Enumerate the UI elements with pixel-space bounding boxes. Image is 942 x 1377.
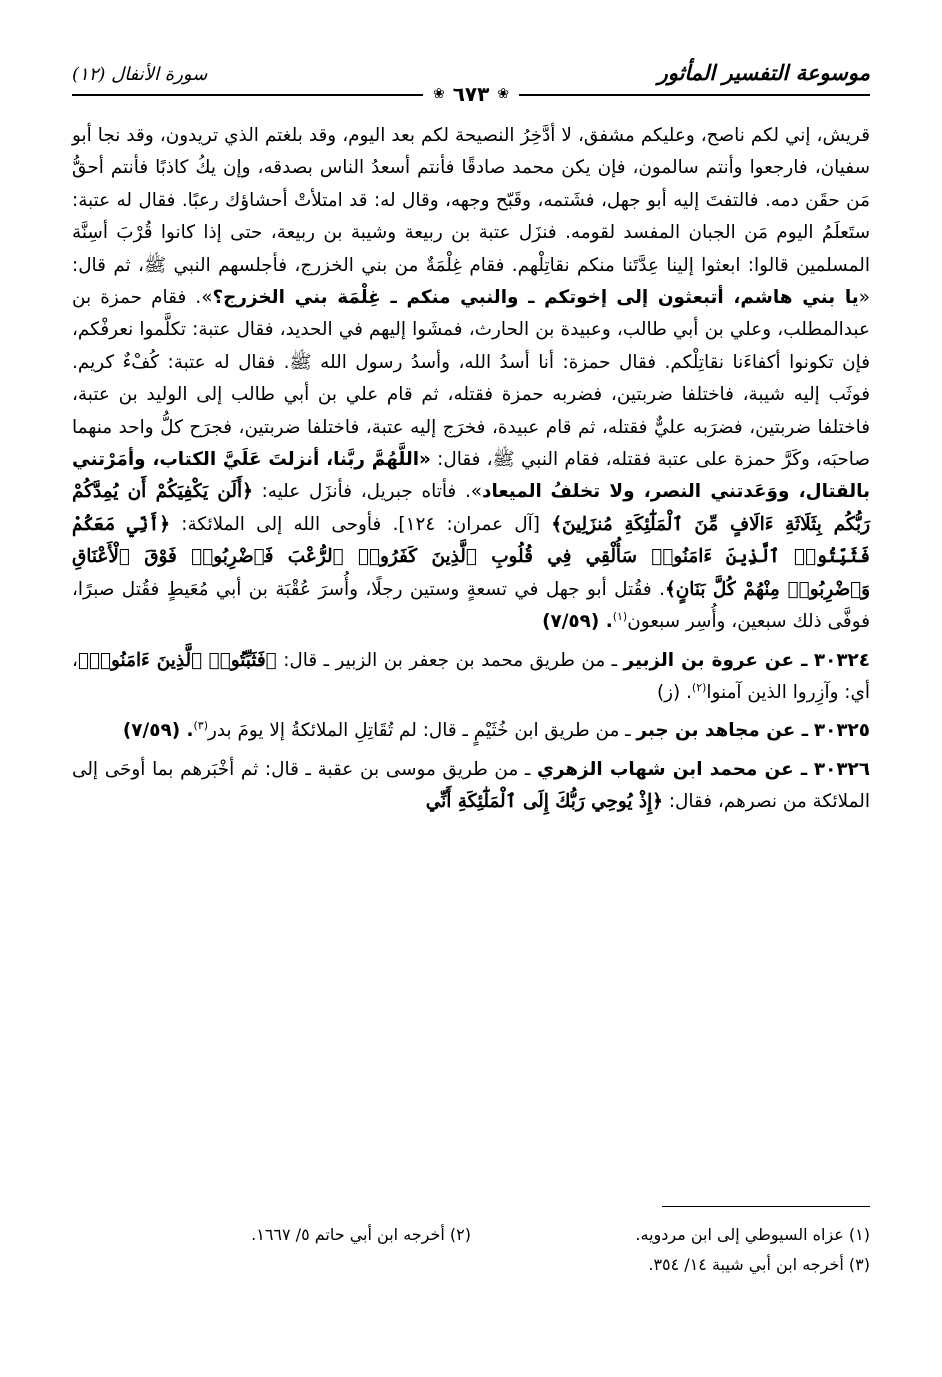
text-line: صبرًا، فوفَّى ذلك سبعين، وأُسِر سبعون bbox=[72, 578, 870, 633]
quran-verse: ﴿إِذْ يُوحِي رَبُّكَ إِلَى ٱلْمَلَٰٓئِكَةِ أَنِّي bbox=[425, 791, 663, 813]
entry-number: ٣٠٣٢٦ bbox=[813, 758, 870, 780]
text-line: عتبة: ستَعلَمُ اليوم مَن الجبان المفسد لقومه. فنزَل عتبة بن ربيعة وشيبة بن ربيعة، bbox=[72, 189, 870, 244]
entry-number: ٣٠٣٢٤ bbox=[813, 649, 870, 671]
book-page bbox=[72, 58, 870, 1318]
quran-verse: ﴿فَثَبِّتُوا۟ bbox=[208, 649, 277, 671]
prophet-supplication: «اللَّهُمَّ ربَّنا، أنزلتَ عَلَيَّ الكتاب، وأمَرْتني بالقتال، ووَعَدتني النصر، ولا تخلفُ bbox=[72, 449, 870, 503]
text-line: أخْبَرهم بما أوحَى إلى الملائكة من نصرهم، فقال: bbox=[72, 758, 870, 813]
narrator-name: ـ عن مجاهد بن جبر bbox=[636, 720, 809, 742]
narrator-name: ـ عن عروة بن الزبير bbox=[623, 649, 808, 671]
quran-verse: ﴿أَنِّي مَعَكُمْ فَثَبِّتُوا۟ ٱلَّذِينَ bbox=[72, 513, 870, 568]
footnote-2: (٢) أخرجه ابن أبي حاتم ٥/ ١٦٦٧. bbox=[251, 1225, 471, 1244]
text-line: حتى إذا كانوا قُرْبَ أسِنَّة المسلمين قالوا: ابعثوا إلينا عِدَّتَنا منكم نقاتِلْهم. فقام bbox=[72, 222, 870, 276]
paragraph-entry bbox=[72, 715, 870, 747]
footnote-3: (٣) أخرجه ابن أبي شيبة ١٤/ ٣٥٤. bbox=[648, 1255, 870, 1274]
footnote-ref: (١) bbox=[612, 609, 628, 623]
paragraph-entry bbox=[72, 754, 870, 819]
footnotes bbox=[72, 1220, 870, 1280]
quran-verse: ﴿أَلَن يَكْفِيَكُمْ أَن يُمِدَّكُمْ رَبُّكُم بِثَلَاثَةِ ءَالَافٍ مِّنَ bbox=[72, 481, 870, 535]
paragraph-narration bbox=[72, 120, 870, 639]
quran-verse: ٱلَّذِينَ ءَامَنُوا۟﴾ bbox=[77, 649, 203, 671]
surah-title: سورة الأنفال (١٢) bbox=[72, 64, 208, 85]
text-line: تكلَّموا نعرفْكم، فإن تكونوا أكفاءَنا نقاتِلْكم. فقال حمزة: أنا أسدُ الله، وأسدُ bbox=[72, 319, 870, 373]
text-line: يومَ بدر bbox=[208, 720, 264, 742]
page-header bbox=[72, 58, 870, 106]
text-line: ـ من طريق محمد بن جعفر بن الزبير ـ قال: bbox=[276, 649, 624, 671]
footnote-ref: (٣) bbox=[193, 719, 209, 733]
footnote-1: (١) عزاه السيوطي إلى ابن مردويه. bbox=[635, 1225, 870, 1244]
quran-verse: ءَامَنُوا۟ سَأُلْقِي فِي قُلُوبِ ٱلَّذِينَ كَفَرُوا۟ ٱلرُّعْبَ فَٱضْرِبُوا۟ فَوْقَ ٱلْأَعْنَاقِ وَٱضْرِبُوا۟ مِنْهُمْ كُلَّ bbox=[72, 546, 870, 600]
text-line: ضربتين، فضرَبه عليٌّ فقتله، ثم قام عبيدة، فخرَج إليه عتبة، فاختلفا ضربتين، bbox=[238, 416, 812, 438]
text-line: فضربه حمزة فقتله، ثم قام علي بن أبي طالب إلى الوليد بن عتبة، فاختلفا bbox=[72, 384, 870, 438]
page-number-block bbox=[423, 82, 519, 106]
text-line: صادقًا فأنتم أسعدُ الناس بصدقه، وإن يكُ كاذبًا فأنتم أحقُّ مَن حقَن دمه. فالتفتَ bbox=[72, 157, 870, 211]
volume-ref: . (٧/٥٩) bbox=[122, 720, 194, 742]
prophet-supplication: الميعاد bbox=[482, 481, 542, 503]
footnote-row bbox=[72, 1220, 870, 1250]
text-line: رسول الله ﷺ. فقال له عتبة: كُفْءٌ كريم. فوثَب إليه شيبة، فاختلفا ضربتين، bbox=[72, 351, 870, 406]
main-text bbox=[72, 120, 870, 819]
text-line: وعلي بن أبي طالب، وعبيدة بن الحارث، فمشَوا إليهم في الحديد، فقال عتبة: bbox=[192, 319, 772, 341]
text-line: غِلْمَةٌ من بني الخزرج، فأجلسهم النبي ﷺ، ثم قال: « bbox=[72, 254, 870, 309]
entry-number: ٣٠٣٢٥ bbox=[813, 720, 870, 742]
prophet-quote: إخوتكم ـ والنبي منكم ـ غِلْمَة بني الخزرج؟ bbox=[212, 287, 608, 309]
ornament-icon: ❀ bbox=[432, 86, 445, 102]
text-line: ـ من طريق ابن خُثَيْمٍ ـ قال: لم تُقَاتِلِ الملائكةُ إلا bbox=[269, 720, 637, 742]
page-number: ٦٧٣ bbox=[452, 82, 490, 106]
text-line: قريش، إني لكم ناصح، وعليكم مشفق، لا أدَّخِرُ النصيحة لكم بعد اليوم، وقد bbox=[308, 125, 870, 146]
text-line: إليه أبو جهل، فشَتمه، وقَبّح وجهه، وقال له: قد امتلأتْ أحشاؤك رعبًا. فقال له bbox=[116, 189, 700, 211]
quran-verse: ٱلْمَلَٰٓئِكَةِ مُنزَلِينَ﴾ bbox=[551, 513, 684, 535]
text-line: ». فأتاه جبريل، فأنزَل عليه: bbox=[252, 481, 483, 503]
series-title: موسوعة التفسير المأثور bbox=[657, 60, 870, 85]
text-line: ـ من طريق موسى بن عقبة ـ قال: ثم bbox=[240, 758, 537, 780]
text-line: ، أي: وآزِروا الذين آمنوا bbox=[72, 649, 870, 703]
text-line: . (ز) bbox=[656, 681, 692, 703]
ornament-icon: ❀ bbox=[497, 86, 510, 102]
text-line: بلغتم الذي تريدون، وقد نجا أبو سفيان، فارجعوا وأنتم سالمون، فإن يكن محمد bbox=[72, 125, 871, 179]
footnote-ref: (٢) bbox=[691, 680, 707, 694]
prophet-quote: يا بني هاشم، أتبعثون إلى bbox=[616, 287, 859, 309]
narrator-name: ـ عن محمد ابن شهاب الزهري bbox=[537, 758, 808, 780]
quran-verse: بَنَانٍ﴾ bbox=[664, 578, 706, 600]
paragraph-entry bbox=[72, 645, 870, 710]
volume-ref: . (٧/٥٩) bbox=[542, 611, 613, 633]
text-line: فجرَح كلُّ واحد منهما صاحبَه، وكَرَّ حمزة على عتبة فقتله، فقام النبي ﷺ، فقال: bbox=[72, 416, 870, 471]
text-line: . فقُتل أبو جهل في تسعةٍ وستين رجلًا، وأُسرَ عُقْبَة بن أبي مُعَيطٍ فقُتل bbox=[121, 578, 665, 600]
text-line: ». فقام حمزة بن عبدالمطلب، bbox=[72, 287, 870, 341]
footnote-divider bbox=[662, 1206, 870, 1207]
footnote-row bbox=[72, 1250, 870, 1280]
text-line: [آل عمران: ١٢٤]. فأوحى الله إلى الملائكة: bbox=[170, 513, 552, 535]
